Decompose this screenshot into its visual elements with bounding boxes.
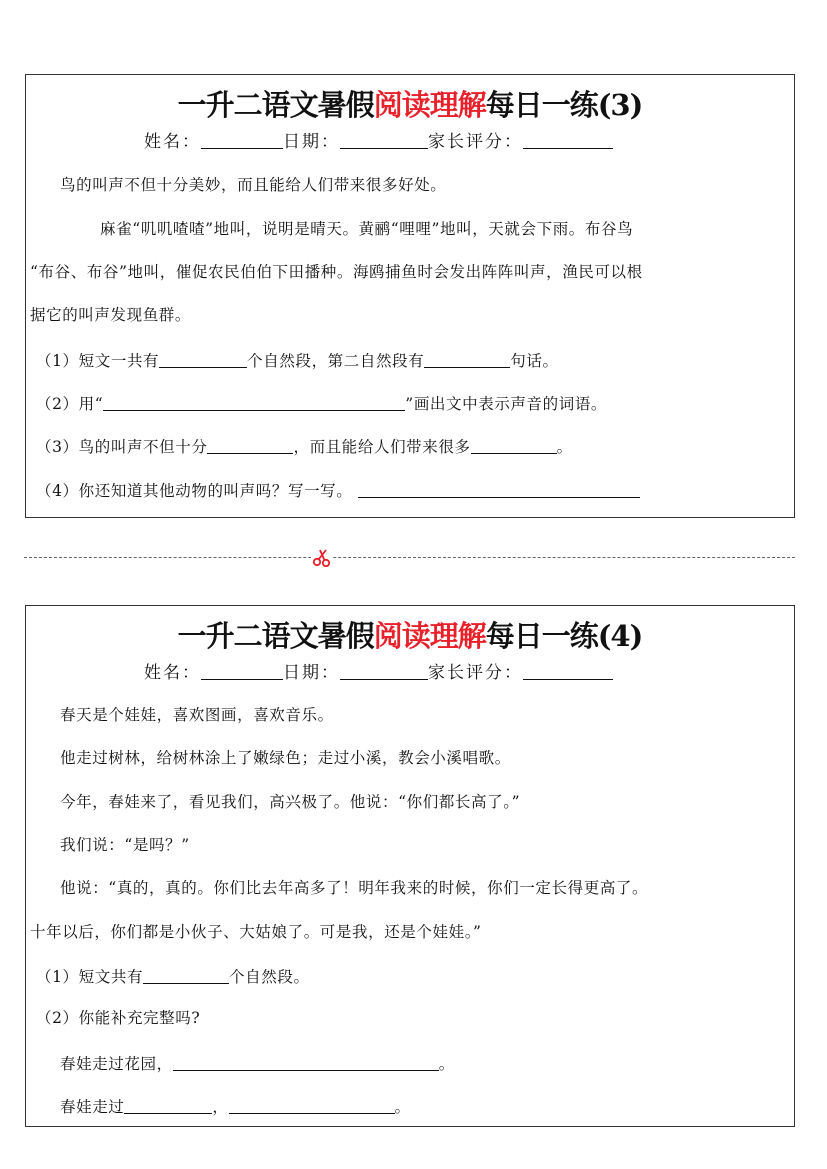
passage-line: 据它的叫声发现鱼群。 xyxy=(30,306,192,324)
title-prefix: 一升二语文暑假 xyxy=(177,88,374,122)
question-text: （1）短文一共有 xyxy=(36,352,160,370)
question-text: ”画出文中表示声音的词语。 xyxy=(405,395,608,413)
score-blank[interactable] xyxy=(523,130,613,149)
question-text: （2）用“ xyxy=(36,395,104,413)
fill-text: 。 xyxy=(394,1098,411,1116)
scissors-icon xyxy=(311,549,333,567)
answer-blank[interactable] xyxy=(103,392,405,411)
answer-blank[interactable] xyxy=(173,1052,439,1071)
passage-line: 春天是个娃娃，喜欢图画，喜欢音乐。 xyxy=(60,706,334,724)
question-text: （1）短文共有 xyxy=(36,968,144,986)
passage-line: 我们说：“是吗？” xyxy=(60,836,190,854)
answer-blank[interactable] xyxy=(229,1095,395,1114)
passage-line: 鸟的叫声不但十分美妙，而且能给人们带来很多好处。 xyxy=(60,176,447,194)
passage-line: 麻雀“叽叽喳喳”地叫，说明是晴天。黄鹂“哩哩”地叫，天就会下雨。布谷鸟 xyxy=(100,220,634,238)
question-text: 句话。 xyxy=(510,352,559,370)
name-blank[interactable] xyxy=(201,130,283,149)
cut-line-divider xyxy=(24,557,795,558)
fill-text: 春娃走过花园， xyxy=(60,1055,173,1073)
title-highlight: 阅读理解 xyxy=(373,619,486,653)
question-3 xyxy=(36,435,573,457)
name-label: 姓名： xyxy=(144,663,201,683)
passage-line: “布谷、布谷”地叫，催促农民伯伯下田播种。海鸥捕鱼时会发出阵阵叫声，渔民可以根 xyxy=(30,263,643,281)
question-text: （4）你还知道其他动物的叫声吗？写一写。 xyxy=(36,482,353,500)
fill-text: 春娃走过 xyxy=(60,1098,125,1116)
answer-blank[interactable] xyxy=(207,435,293,454)
answer-blank[interactable] xyxy=(143,965,229,984)
score-label: 家长评分： xyxy=(428,663,523,683)
student-info-row xyxy=(144,661,613,684)
score-blank[interactable] xyxy=(523,661,613,680)
question-text: 个自然段，第二自然段有 xyxy=(247,352,425,370)
answer-blank[interactable] xyxy=(124,1095,212,1114)
answer-blank[interactable] xyxy=(424,349,510,368)
exercise-3-title xyxy=(26,88,794,122)
passage-line: 今年，春娃来了，看见我们，高兴极了。他说：“你们都长高了。” xyxy=(60,793,521,811)
fill-line-2 xyxy=(60,1095,411,1117)
exercise-4-box xyxy=(25,605,795,1127)
student-info-row xyxy=(144,130,613,153)
question-2: （2）你能补充完整吗? xyxy=(36,1009,201,1027)
exercise-3-box xyxy=(25,74,795,518)
passage-line: 十年以后，你们都是小伙子、大姑娘了。可是我，还是个娃娃。” xyxy=(30,923,482,941)
fill-line-1 xyxy=(60,1052,455,1074)
passage-line: 他走过树林，给树林涂上了嫩绿色；走过小溪，教会小溪唱歌。 xyxy=(60,749,511,767)
question-text: ，而且能给人们带来很多 xyxy=(293,438,471,456)
date-blank[interactable] xyxy=(340,130,428,149)
answer-blank[interactable] xyxy=(159,349,247,368)
question-4 xyxy=(36,479,640,501)
answer-blank[interactable] xyxy=(358,479,640,498)
question-text: （3）鸟的叫声不但十分 xyxy=(36,438,208,456)
question-1 xyxy=(36,349,559,371)
name-blank[interactable] xyxy=(201,661,283,680)
answer-blank[interactable] xyxy=(471,435,557,454)
fill-text: ， xyxy=(212,1098,229,1116)
passage-line: 他说：“真的，真的。你们比去年高多了！明年我来的时候，你们一定长得更高了。 xyxy=(60,879,649,897)
question-1 xyxy=(36,965,310,987)
question-text: 。 xyxy=(556,438,573,456)
name-label: 姓名： xyxy=(144,132,201,152)
question-text: 个自然段。 xyxy=(229,968,310,986)
exercise-4-title xyxy=(26,619,794,653)
date-label: 日期： xyxy=(283,663,340,683)
title-suffix: 每日一练(3) xyxy=(485,88,643,122)
score-label: 家长评分： xyxy=(428,132,523,152)
title-suffix: 每日一练(4) xyxy=(485,619,643,653)
fill-text: 。 xyxy=(438,1055,455,1073)
question-2 xyxy=(36,392,607,414)
title-highlight: 阅读理解 xyxy=(373,88,486,122)
date-label: 日期： xyxy=(283,132,340,152)
date-blank[interactable] xyxy=(340,661,428,680)
title-prefix: 一升二语文暑假 xyxy=(177,619,374,653)
